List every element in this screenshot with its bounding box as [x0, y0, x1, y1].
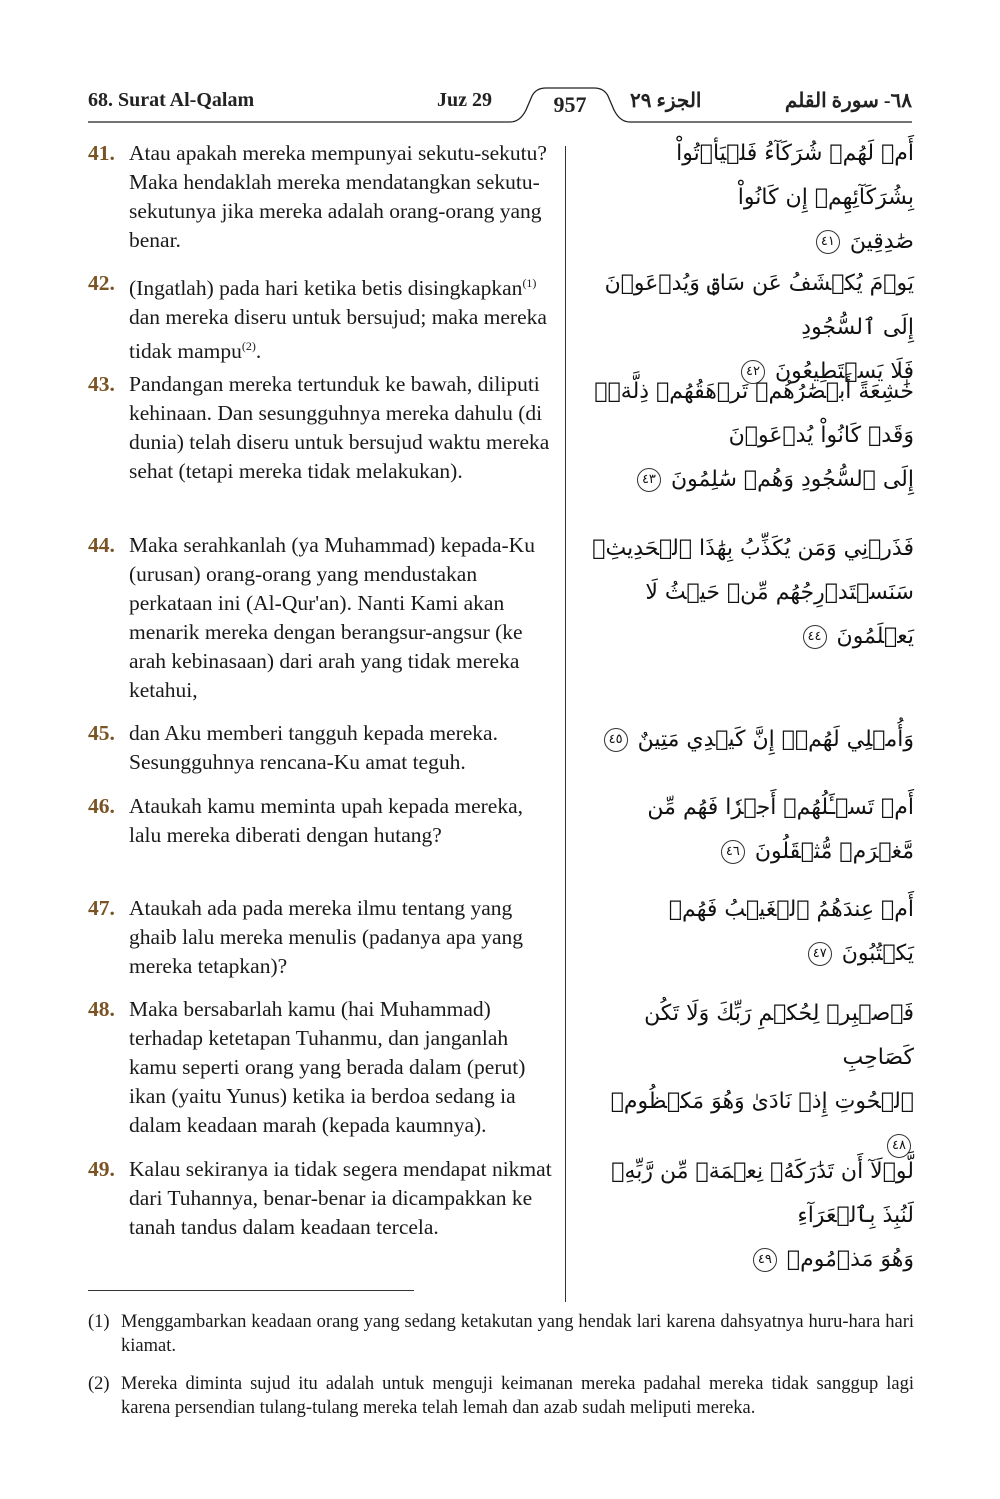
verse-number: 42. [88, 271, 115, 295]
arabic-verse-48 [592, 992, 914, 1168]
arabic-line: يَوۡمَ يُكۡشَفُ عَن سَاقٖ وَيُدۡعَوۡنَ إِلَى ٱلسُّجُودِ [604, 271, 914, 340]
verse-translation: Maka bersabarlah kamu (hai Muhammad) terhadap ketetapan Tuhanmu, dan janganlah kamu seperti orang yang berada dalam (perut) ikan (yaitu Yunus) ketika ia berdoa sedang ia dalam keadaan marah (kepada kaumnya). [129, 997, 526, 1137]
arabic-verse-41 [592, 132, 914, 264]
arabic-line: فَٱصۡبِرۡ لِحُكۡمِ رَبِّكَ وَلَا تَكُن كَصَاحِبِ [644, 1001, 914, 1070]
arabic-line: خَٰشِعَةً أَبۡصَٰرُهُمۡ تَرۡهَقُهُمۡ ذِلَّةٞۖ وَقَدۡ كَانُواْ يُدۡعَوۡنَ [594, 379, 914, 448]
surah-title: 68. Surat Al-Qalam [88, 89, 255, 111]
ayah-end-marker: ٤٥ [604, 728, 628, 752]
page-number: 957 [553, 92, 587, 117]
verse-42 [88, 269, 558, 366]
footnote-ref-1[interactable]: (1) [522, 276, 537, 290]
verse-number: 41. [88, 141, 115, 165]
ayah-end-marker: ٤٤ [803, 625, 827, 649]
arabic-verse-44 [592, 527, 914, 659]
footnote-ref-2[interactable]: (2) [241, 339, 256, 354]
ayah-end-marker: ٤٧ [808, 942, 832, 966]
arabic-verse-46 [592, 786, 914, 874]
ayah-end-marker: ٤٩ [753, 1248, 777, 1272]
verse-translation: Atau apakah mereka mempunyai sekutu-sekutu? Maka hendaklah mereka mendatangkan sekutu-sekutunya jika mereka adalah orang-orang yang benar. [129, 141, 547, 252]
column-divider [565, 146, 566, 1302]
verse-number: 44. [88, 533, 115, 557]
footnote-mark: (1) [88, 1312, 110, 1332]
translation-part: . [255, 339, 262, 364]
footnote-2 [88, 1372, 914, 1420]
footnote-text: Menggambarkan keadaan orang yang sedang ketakutan yang hendak lari karena dahsyatnya huru-hara hari kiamat. [121, 1312, 914, 1356]
verse-48 [88, 995, 558, 1140]
verse-translation: Ataukah ada pada mereka ilmu tentang yang ghaib lalu mereka menulis (padanya apa yang mereka tetapkan)? [129, 896, 524, 978]
arabic-line: سَنَسۡتَدۡرِجُهُم مِّنۡ حَيۡثُ لَا يَعۡلَمُونَ [645, 580, 914, 649]
verse-41 [88, 139, 558, 255]
arabic-verse-45 [592, 718, 914, 762]
ayah-end-marker: ٤٨ [887, 1134, 911, 1158]
arabic-line: أَمۡ تَسۡـَٔلُهُمۡ أَجۡرٗا فَهُم مِّن مَّغۡرَمٖ مُّثۡقَلُونَ [647, 795, 914, 864]
verse-translation: Ataukah kamu meminta upah kepada mereka, lalu mereka diberati dengan hutang? [129, 794, 524, 847]
ayah-end-marker: ٤٣ [637, 468, 661, 492]
translation-part: dan mereka diseru untuk bersujud; maka mereka tidak mampu [129, 305, 547, 364]
juz-label: Juz 29 [437, 89, 492, 111]
arabic-line: إِلَى ٱلسُّجُودِ وَهُمۡ سَٰلِمُونَ [670, 467, 914, 492]
verse-44 [88, 531, 558, 705]
ayah-end-marker: ٤١ [816, 230, 840, 254]
verse-46 [88, 792, 558, 850]
verse-number: 46. [88, 794, 115, 818]
surah-title-arabic: ٦٨- سورة القلم [784, 90, 912, 112]
arabic-verse-49 [592, 1150, 914, 1282]
verse-47 [88, 894, 558, 981]
arabic-verse-43 [592, 370, 914, 502]
ayah-end-marker: ٤٢ [741, 360, 765, 384]
verse-number: 49. [88, 1157, 115, 1181]
arabic-line: فَلَا يَسۡتَطِيعُونَ [774, 359, 914, 384]
arabic-line: فَذَرۡنِي وَمَن يُكَذِّبُ بِهَٰذَا ٱلۡحَدِيثِۖ [592, 536, 914, 561]
arabic-line: وَهُوَ مَذۡمُومٞ [786, 1247, 914, 1272]
arabic-line: لَّوۡلَآ أَن تَدَٰرَكَهُۥ نِعۡمَةٞ مِّن رَّبِّهِۦ لَنُبِذَ بِٱلۡعَرَآءِ [611, 1159, 914, 1228]
verse-number: 45. [88, 721, 115, 745]
verse-translation: Kalau sekiranya ia tidak segera mendapat nikmat dari Tuhannya, benar-benar ia dicampakkan ke tanah tandus dalam keadaan tercela. [129, 1157, 552, 1239]
verse-translation: dan Aku memberi tangguh kepada mereka. Sesungguhnya rencana-Ku amat teguh. [129, 721, 498, 774]
footnote-text: Mereka diminta sujud itu adalah untuk menguji keimanan mereka padahal mereka tidak sanggup lagi karena persendian tulang-tulang mereka telah lemah dan azab sudah meliputi mereka. [121, 1374, 914, 1418]
verse-translation: Pandangan mereka tertunduk ke bawah, diliputi kehinaan. Dan sesungguhnya mereka dahulu (di dunia) telah diseru untuk bersujud waktu mereka sehat (tetapi mereka tidak melakukan). [129, 372, 550, 483]
arabic-line: وَأُمۡلِي لَهُمۡۚ إِنَّ كَيۡدِي مَتِينٌ [637, 727, 914, 752]
arabic-line: صَٰدِقِينَ [849, 229, 914, 254]
verse-45 [88, 719, 558, 777]
verse-translation [129, 269, 558, 366]
verse-translation: Maka serahkanlah (ya Muhammad) kepada-Ku (urusan) orang-orang yang mendustakan perkataan ini (Al-Qur'an). Nanti Kami akan menarik mereka dengan berangsur-angsur (ke arah kebinasaan) dari arah yang tidak mereka ketahui, [129, 533, 535, 702]
footnote-rule [88, 1290, 414, 1291]
verse-number: 48. [88, 997, 115, 1021]
footnote-mark: (2) [88, 1374, 110, 1394]
juz-arabic: الجزء ٢٩ [630, 90, 702, 112]
arabic-line: أَمۡ عِندَهُمُ ٱلۡغَيۡبُ فَهُمۡ يَكۡتُبُونَ [668, 897, 914, 966]
arabic-line: أَمۡ لَهُمۡ شُرَكَآءُ فَلۡيَأۡتُواْ بِشُرَكَآئِهِمۡ إِن كَانُواْ [676, 141, 914, 210]
translation-part: (Ingatlah) pada hari ketika betis disingkapkan [129, 276, 523, 301]
arabic-line: ٱلۡحُوتِ إِذۡ نَادَىٰ وَهُوَ مَكۡظُومٞ [610, 1089, 914, 1114]
footnote-1 [88, 1310, 914, 1358]
verse-43 [88, 370, 558, 486]
arabic-verse-47 [592, 888, 914, 976]
verse-number: 47. [88, 896, 115, 920]
verse-49 [88, 1155, 558, 1242]
ayah-end-marker: ٤٦ [721, 840, 745, 864]
verse-number: 43. [88, 372, 115, 396]
